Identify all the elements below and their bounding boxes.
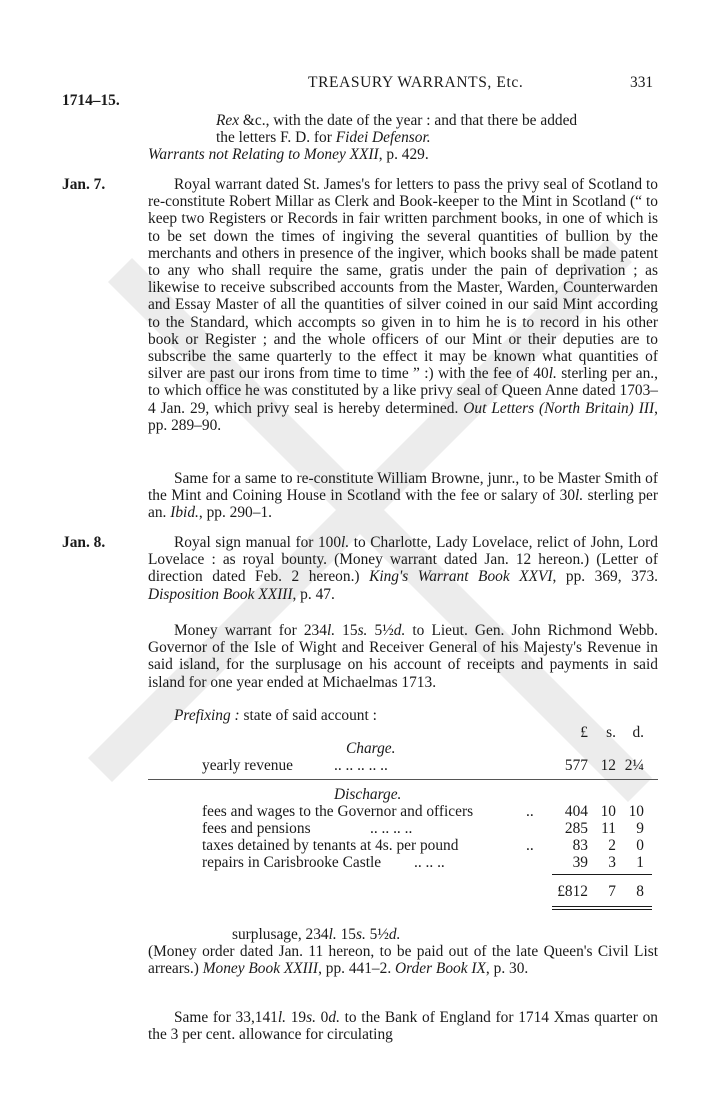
row-label: fees and pensions: [202, 820, 311, 837]
surplusage-line: [232, 926, 400, 943]
discharge-heading: Discharge.: [334, 786, 402, 803]
intro-text-2: the letters F. D. for: [216, 129, 336, 146]
reference-page: , pp. 369, 373.: [552, 568, 658, 586]
row-pence: 1: [636, 854, 644, 871]
reference-italic: Disposition Book XXIII: [148, 585, 293, 603]
intro-reference-page: , p. 429.: [378, 146, 429, 163]
amount-part: 5½: [365, 926, 389, 943]
total-shillings: 7: [608, 883, 616, 900]
col-pence: d.: [632, 724, 644, 741]
prefixing-line: [174, 707, 377, 724]
running-title: TREASURY WARRANTS, Etc.: [308, 74, 524, 91]
row-pence: 10: [628, 803, 644, 820]
row-label: yearly revenue: [202, 757, 294, 774]
row-label: taxes detained by tenants at 4s. per pound: [202, 837, 459, 854]
row-leader: .. .. .. ..: [370, 820, 413, 837]
entry-paragraph: [148, 176, 658, 434]
row-pence: 0: [636, 837, 644, 854]
total-pence: 8: [636, 883, 644, 900]
currency-l: l.: [328, 926, 337, 943]
currency-l: l.: [277, 1009, 287, 1026]
currency-d: d.: [328, 1009, 340, 1026]
entry-date: Jan. 7.: [62, 176, 106, 193]
currency-s: s.: [355, 926, 366, 943]
row-leader: ..: [526, 837, 534, 854]
intro-line-2: [216, 129, 431, 146]
col-pound: £: [580, 724, 588, 741]
row-shillings: 3: [608, 854, 616, 871]
intro-italic-fidei: Fidei Defensor.: [335, 129, 431, 146]
intro-italic-rex: Rex: [216, 112, 240, 129]
row-pound: 404: [564, 803, 588, 820]
reference-italic: King's Warrant Book XXVI: [369, 568, 553, 586]
account-table: [148, 724, 658, 914]
row-shillings: 10: [600, 803, 616, 820]
section-divider: [148, 779, 658, 780]
total-rule-bottom-double: [552, 909, 652, 910]
col-shillings: s.: [606, 724, 616, 741]
row-pence: 9: [636, 820, 644, 837]
row-leader: .. .. ..: [414, 854, 445, 871]
entry-date: Jan. 8.: [62, 534, 106, 551]
row-label: repairs in Carisbrooke Castle: [202, 854, 382, 871]
entry-paragraph: [148, 622, 658, 691]
reference-italic: Order Book IX: [395, 960, 486, 978]
row-pound: 577: [564, 757, 588, 774]
amount-part: 5½: [367, 622, 394, 639]
reference-page: , pp. 289–90.: [148, 399, 658, 434]
paragraph-text: (Money order dated Jan. 11 hereon, to be paid out of the late Queen's Civil List arrears.): [148, 943, 658, 978]
year-label: 1714–15.: [62, 92, 120, 109]
row-pound: 39: [572, 854, 588, 871]
paragraph-text: Royal sign manual for 100: [174, 534, 342, 551]
row-shillings: 12: [600, 757, 616, 774]
discharge-row: [148, 803, 658, 820]
charge-heading: Charge.: [346, 740, 396, 757]
discharge-row: [148, 837, 658, 854]
reference-page: , p. 30.: [485, 960, 529, 978]
paragraph-text: sterling per an., to which office he was constituted by a like privy seal of Queen Anne dated 1703–4 Jan. 29, which privy seal is hereby determined.: [148, 365, 658, 417]
entry-paragraph: [148, 534, 658, 603]
account-column-headers: [148, 724, 658, 741]
entry-paragraph: [148, 470, 658, 522]
amount-part: 0: [315, 1009, 329, 1026]
reference-page: , p. 47.: [292, 585, 335, 603]
reference-page: , pp. 290–1.: [198, 504, 272, 522]
entry-paragraph: [148, 1009, 658, 1043]
amount-part: 19: [286, 1009, 307, 1026]
total-rule-top: [552, 874, 652, 875]
row-label: fees and wages to the Governor and officers: [202, 803, 474, 820]
row-shillings: 2: [608, 837, 616, 854]
total-row: [148, 883, 658, 900]
charge-row: [148, 757, 658, 774]
amount-part: 15: [336, 926, 356, 943]
paragraph-text: Royal warrant dated St. James's for letters to pass the privy seal of Scotland to re-constitute Robert Millar as Clerk and Book-keeper to the Mint in Scotland (“ to keep two Registers or Records in fair written parchment books, in one of which is to be set down the times of ingiving the several quantities of bullion by the merchants and others in presence of the ingiver, which books shall be made patent to any who shall require the same, gratis under the pain of deprivation ; as likewise to receive subscribed accounts from the Master, Warden, Counterwarden and Essay Master of all the quantities of silver coined in our said Mint according to the Standard, which accompts so given in to him he is to record in his other book or Register ; and the whole officers of our Mint or their deputies are to subscribe the same quarterly to the effect it may be known what quantities of silver are past our irons from time to time ” :) with the fee of 40: [148, 176, 658, 383]
intro-text-1: &c., with the date of the year : and that there be added: [239, 112, 578, 129]
paragraph-text: to the Bank of England for 1714 Xmas quarter on the 3 per cent. allowance for circulating: [148, 1009, 658, 1044]
currency-s: s.: [357, 622, 368, 639]
reference-italic: Money Book XXIII: [202, 960, 319, 978]
row-pound: 83: [572, 837, 588, 854]
row-pence: 2¼: [624, 757, 644, 774]
reference-page: , pp. 441–2.: [318, 960, 396, 978]
prefixing-label: Prefixing :: [174, 707, 240, 724]
amount-part: 15: [335, 622, 358, 639]
row-pound: 285: [564, 820, 588, 837]
reference-italic: Out Letters (North Britain) III: [463, 399, 655, 417]
money-order-paragraph: [148, 943, 658, 977]
intro-reference: Warrants not Relating to Money XXII: [148, 146, 379, 163]
row-shillings: 11: [601, 820, 616, 837]
paragraph-text: Money warrant for 234: [174, 622, 327, 639]
paragraph-text: Same for a same to re-constitute William Browne, junr., to be Master Smith of the Mint and Coining House in Scotland with the fee or salary of 30: [148, 470, 658, 505]
total-pound: £812: [557, 883, 588, 900]
paragraph-text: sterling per an.: [148, 487, 659, 522]
currency-s: s.: [306, 1009, 316, 1026]
paragraph-text: to Lieut. Gen. John Richmond Webb. Governor of the Isle of Wight and Receiver General of his Majesty's Revenue in said island, for the surplusage on his account of receipts and payments in said island for one year ended at Michaelmas 1713.: [148, 622, 658, 691]
currency-l: l.: [341, 534, 350, 551]
prefixing-text: state of said account :: [239, 707, 377, 724]
row-leader: .. .. .. .. ..: [334, 757, 388, 774]
page-number: 331: [630, 74, 654, 91]
intro-line-3: [148, 146, 429, 163]
intro-line-1: [216, 112, 577, 129]
reference-italic: Ibid.: [170, 504, 199, 522]
currency-d: d.: [393, 622, 406, 639]
paragraph-text: to Charlotte, Lady Lovelace, relict of John, Lord Lovelace : as royal bounty. (Money warrant dated Jan. 12 hereon.) (Letter of direction dated Feb. 2 hereon.): [148, 534, 658, 586]
currency-l: l.: [575, 487, 584, 505]
discharge-row: [148, 854, 658, 871]
currency-l: l.: [548, 365, 557, 383]
row-leader: ..: [526, 803, 534, 820]
discharge-row: [148, 820, 658, 837]
surplusage-text: surplusage, 234: [232, 926, 329, 943]
total-rule-bottom: [552, 906, 652, 907]
currency-l: l.: [326, 622, 336, 639]
paragraph-text: Same for 33,141: [174, 1009, 278, 1026]
currency-d: d.: [388, 926, 401, 943]
